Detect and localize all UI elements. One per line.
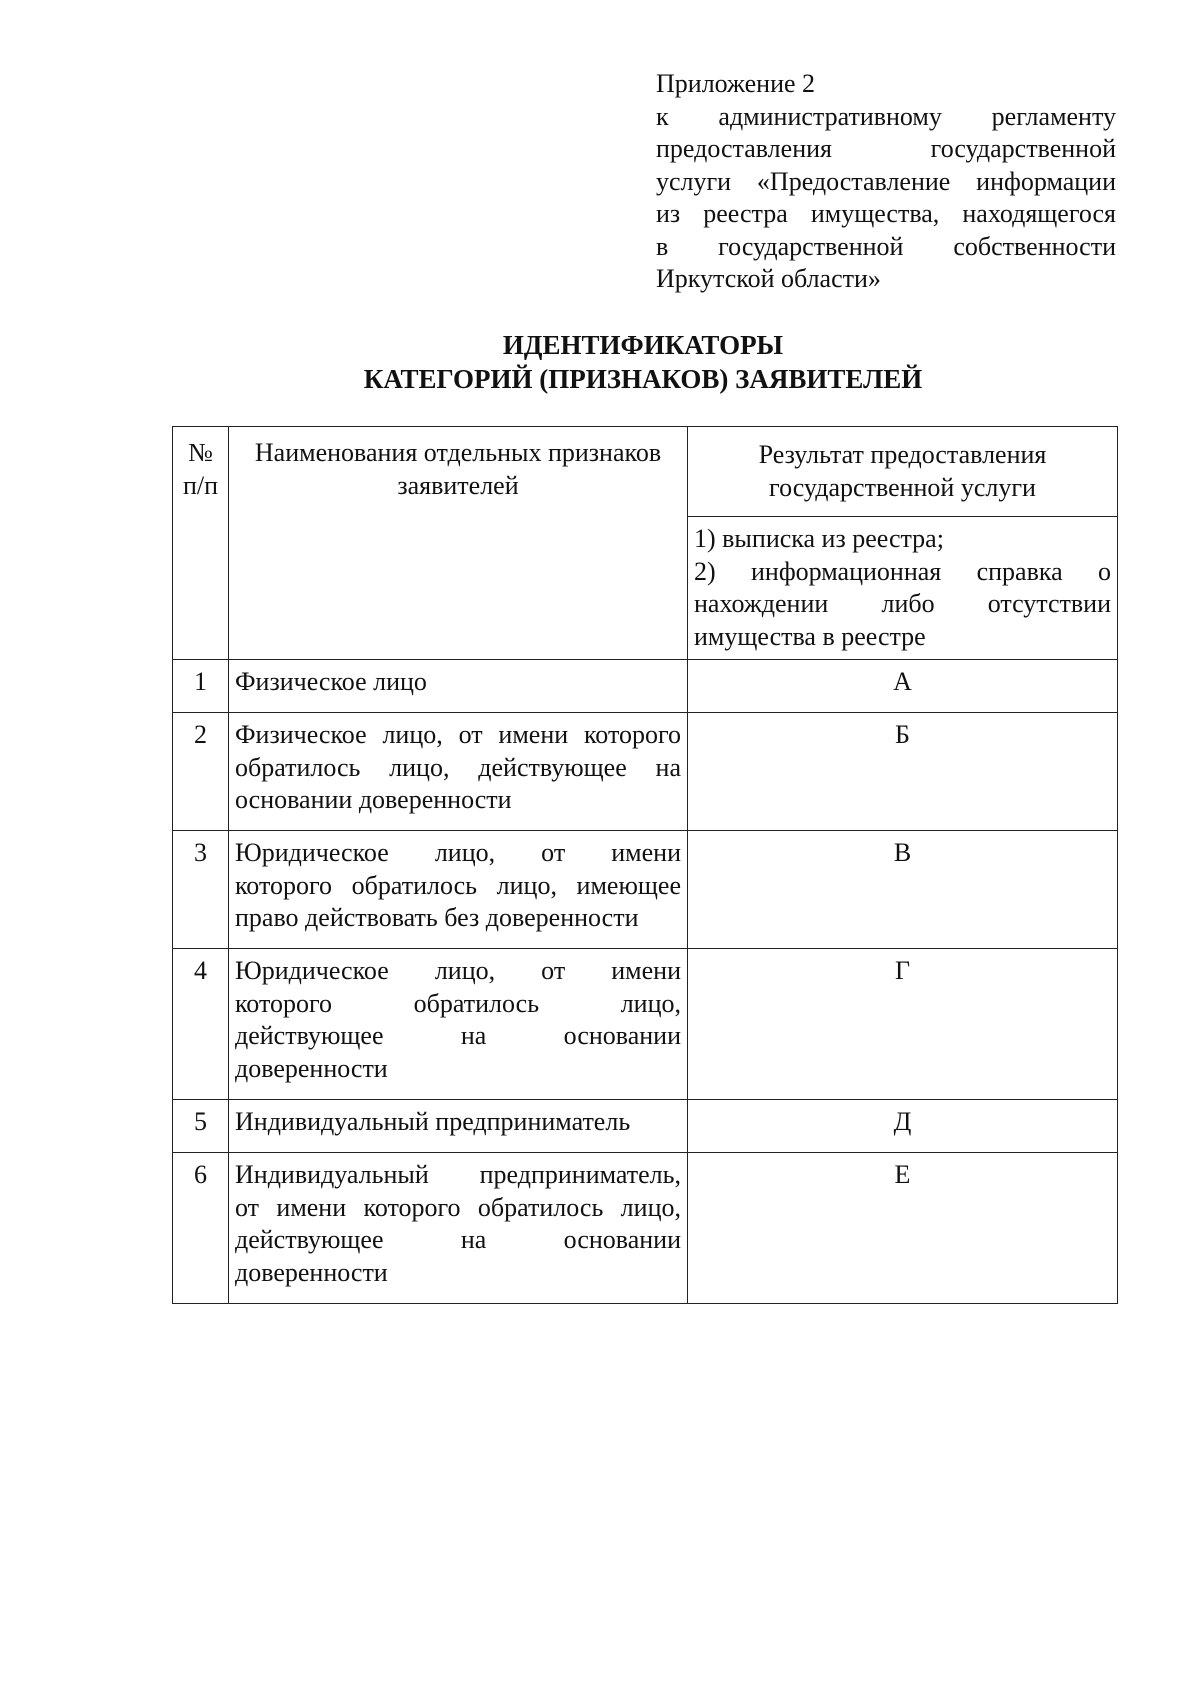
- applicant-name-line: которого обратилось лицо,: [235, 988, 681, 1018]
- applicant-name-line: доверенности: [235, 1257, 388, 1287]
- applicant-name-line: Юридическое лицо, от имени: [235, 956, 681, 985]
- header-result-line: государственной услуги: [769, 472, 1036, 502]
- appendix-number: Приложение 2: [656, 69, 816, 98]
- applicant-name-line: основании доверенности: [235, 785, 512, 814]
- row-number: 1: [173, 660, 229, 713]
- table-row: [173, 831, 1118, 949]
- applicant-name-line: Индивидуальный предприниматель,: [235, 1160, 681, 1189]
- appendix-ref-line: услуги «Предоставление информации: [656, 166, 1116, 196]
- appendix-ref-line: Иркутской области»: [656, 264, 881, 293]
- result-list-item: 1) выписка из реестра;: [694, 524, 944, 553]
- row-result-code: Д: [688, 1100, 1118, 1153]
- header-number-cell: [173, 427, 229, 660]
- row-applicant-name: [229, 831, 688, 949]
- row-number: 4: [173, 949, 229, 1100]
- header-result-line: Результат предоставления: [758, 440, 1047, 469]
- table-row: [173, 949, 1118, 1100]
- header-result-cell: [688, 427, 1118, 517]
- appendix-ref-line: из реестра имущества, находящегося: [656, 199, 1116, 228]
- row-result-code: В: [688, 831, 1118, 949]
- row-number: 6: [173, 1153, 229, 1304]
- header-number-sign: №: [188, 438, 213, 467]
- applicant-name-line: право действовать без доверенности: [235, 903, 639, 932]
- row-number: 5: [173, 1100, 229, 1153]
- applicant-name-line: Физическое лицо: [235, 667, 427, 696]
- applicant-name-line: доверенности: [235, 1053, 388, 1083]
- appendix-ref-line: в государственной собственности: [656, 231, 1116, 261]
- applicant-name-line: которого обратилось лицо, имеющее: [235, 870, 681, 900]
- table-row: [173, 713, 1118, 831]
- result-list-item: нахождении либо отсутствии: [694, 589, 1111, 618]
- appendix-ref-line: предоставления государственной: [656, 134, 1116, 163]
- applicant-name-line: Индивидуальный предприниматель: [235, 1107, 631, 1136]
- header-name-line: заявителей: [397, 470, 519, 500]
- result-list-item: имущества в реестре: [694, 621, 926, 651]
- row-result-code: Е: [688, 1153, 1118, 1304]
- applicant-name-line: от имени которого обратилось лицо,: [235, 1192, 681, 1222]
- row-applicant-name: [229, 1153, 688, 1304]
- table-row: [173, 1153, 1118, 1304]
- row-applicant-name: [229, 660, 688, 713]
- row-applicant-name: [229, 949, 688, 1100]
- document-subtitle: КАТЕГОРИЙ (ПРИЗНАКОВ) ЗАЯВИТЕЛЕЙ: [363, 364, 923, 394]
- applicant-name-line: действующее на основании: [235, 1021, 681, 1050]
- header-result-list-cell: [688, 517, 1118, 660]
- result-list-item: 2) информационная справка о: [694, 556, 1111, 586]
- header-name-cell: [229, 427, 688, 660]
- row-result-code: Б: [688, 713, 1118, 831]
- applicant-name-line: Юридическое лицо, от имени: [235, 838, 681, 867]
- row-number: 2: [173, 713, 229, 831]
- row-applicant-name: [229, 713, 688, 831]
- applicant-name-line: действующее на основании: [235, 1225, 681, 1254]
- table-header-row: [173, 427, 1118, 517]
- document-title: ИДЕНТИФИКАТОРЫ: [502, 330, 784, 360]
- header-name-line: Наименования отдельных признаков: [254, 438, 662, 467]
- appendix-block: [656, 68, 1116, 296]
- identifiers-table: [172, 426, 1118, 1304]
- table-row: [173, 660, 1118, 713]
- row-applicant-name: [229, 1100, 688, 1153]
- table-row: [173, 1100, 1118, 1153]
- applicant-name-line: Физическое лицо, от имени которого: [235, 720, 681, 749]
- applicant-name-line: обратилось лицо, действующее на: [235, 752, 681, 782]
- appendix-ref-line: к административному регламенту: [656, 101, 1116, 131]
- row-result-code: А: [688, 660, 1118, 713]
- header-number-label: п/п: [182, 470, 219, 500]
- row-number: 3: [173, 831, 229, 949]
- row-result-code: Г: [688, 949, 1118, 1100]
